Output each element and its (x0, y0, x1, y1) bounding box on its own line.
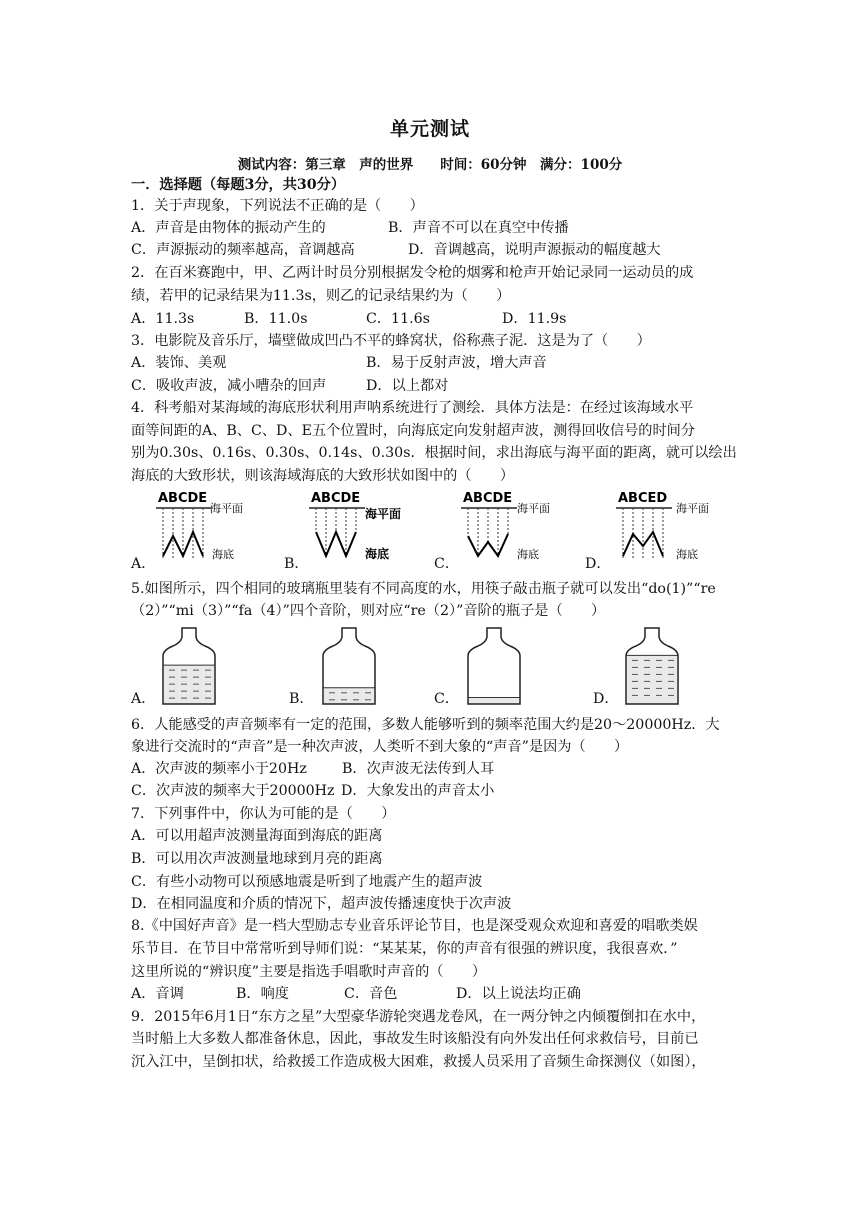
q8-option-b: B．响度 (236, 986, 289, 1002)
q3-option-b: B．易于反射声波，增大声音 (366, 355, 547, 371)
q4-fig-a-sea-bottom: 海底 (212, 548, 234, 561)
q1-option-a: A．声音是由物体的振动产生的 (131, 220, 326, 236)
q8-option-d: D．以上说法均正确 (456, 986, 581, 1002)
q9-line-3: 沉入江中，呈倒扣状，给救援工作造成极大困难，救援人员采用了音频生命探测仪（如图）， (131, 1054, 706, 1070)
bottle-outline (468, 628, 520, 704)
q4-line-2: 面等间距的A、B、C、D、E五个位置时，向海底定向发射超声波，测得回收信号的时间分 (131, 423, 696, 439)
q3-option-d: D．以上都对 (366, 378, 449, 394)
q4-seabed-figure-a (150, 488, 245, 570)
q4-fig-label-a: A． (131, 556, 156, 572)
q2-option-a: A．11.3s (131, 311, 195, 327)
q2-line-2: 绩，若甲的记录结果为11.3s，则乙的记录结果约为（ ） (131, 288, 511, 304)
q4-fig-d-sea-level: 海平面 (676, 502, 709, 515)
q5-bottle-d (618, 626, 688, 708)
q4-seabed-figure-d (608, 488, 718, 570)
q4-fig-c-letters: ABCDE (463, 491, 513, 506)
q7-option-a: A．可以用超声波测量海面到海底的距离 (131, 828, 383, 844)
q2-option-b: B．11.0s (244, 311, 308, 327)
q4-fig-label-d: D． (585, 556, 611, 572)
q5-bottle-b (315, 626, 385, 708)
q5-fig-label-d: D． (593, 691, 619, 707)
q6-option-d: D．大象发出的声音太小 (341, 783, 495, 799)
q5-line-1: 5.如图所示，四个相同的玻璃瓶里装有不同高度的水，用筷子敲击瓶子就可以发出“do(1)”“re (131, 581, 716, 597)
q4-fig-b-sea-bottom: 海底 (365, 547, 390, 561)
q5-fig-label-a: A． (131, 691, 156, 707)
page-title: 单元测试 (389, 118, 470, 140)
q4-fig-c-sea-bottom: 海底 (517, 548, 539, 561)
q7-option-c: C．有些小动物可以预感地震是听到了地震产生的超声波 (131, 874, 483, 890)
q4-fig-d-sea-bottom: 海底 (676, 548, 698, 561)
q4-seabed-figure-c (455, 488, 555, 570)
q3-option-a: A．装饰、美观 (131, 355, 227, 371)
q6-line-1: 6．人能感受的声音频率有一定的范围，多数人能够听到的频率范围大约是20～20000Hz．大 (131, 717, 720, 733)
q1-option-b: B．声音不可以在真空中传播 (388, 220, 569, 236)
water-fill (627, 655, 677, 704)
q2-option-c: C．11.6s (366, 311, 430, 327)
q5-bottle-c (460, 626, 530, 708)
section-heading: 一．选择题（每题3分，共30分） (131, 177, 346, 193)
q4-fig-d-letters: ABCED (618, 491, 668, 506)
page-subtitle: 测试内容：第三章 声的世界 时间：60分钟 满分：100分 (237, 157, 623, 173)
q1-option-c: C．声源振动的频率越高，音调越高 (131, 242, 355, 258)
q7-option-d: D．在相同温度和介质的情况下，超声波传播速度快于次声波 (131, 896, 512, 912)
q5-fig-label-c: C． (434, 691, 460, 707)
q7-stem: 7．下列事件中，你认为可能的是（ ） (131, 806, 396, 822)
q4-fig-label-b: B． (284, 556, 309, 572)
q5-bottle-a (155, 626, 225, 708)
q4-line-1: 4．科考船对某海域的海底形状利用声呐系统进行了测绘．具体方法是：在经过该海域水平 (131, 400, 694, 416)
q5-line-2: （2）”“mi（3）”“fa（4）”四个音阶，则对应“re（2）”音阶的瓶子是（ ） (131, 603, 606, 619)
q9-line-1: 9．2015年6月1日“东方之星”大型豪华游轮突遇龙卷风，在一两分钟之内倾覆倒扣在水中， (131, 1009, 706, 1025)
q4-fig-label-c: C． (434, 556, 460, 572)
q5-fig-label-b: B． (289, 691, 314, 707)
q4-fig-b-letters: ABCDE (311, 491, 361, 506)
water-fill (324, 688, 374, 704)
q8-option-c: C．音色 (344, 986, 398, 1002)
q8-line-3: 这里所说的“辨识度”主要是指选手唱歌时声音的（ ） (131, 964, 487, 980)
q8-line-1: 8.《中国好声音》是一档大型励志专业音乐评论节目，也是深受观众欢迎和喜爱的唱歌类娱 (131, 918, 698, 934)
q4-fig-c-sea-level: 海平面 (517, 502, 550, 515)
q1-option-d: D．音调越高，说明声源振动的幅度越大 (408, 242, 661, 258)
q6-line-2: 象进行交流时的“声音”是一种次声波，人类听不到大象的“声音”是因为（ ） (131, 739, 629, 755)
q4-fig-b-sea-level: 海平面 (365, 507, 402, 521)
q3-stem: 3．电影院及音乐厅，墙壁做成凹凸不平的蜂窝状，俗称燕子泥．这是为了（ ） (131, 333, 651, 349)
q4-seabed-figure-b (303, 488, 403, 570)
q8-option-a: A．音调 (131, 986, 184, 1002)
q4-fig-a-sea-level: 海平面 (210, 502, 243, 515)
q6-option-c: C．次声波的频率大于20000Hz (131, 783, 335, 799)
q2-option-d: D．11.9s (502, 311, 567, 327)
q9-line-2: 当时船上大多数人都准备休息，因此，事故发生时该船没有向外发出任何求救信号，目前已 (131, 1031, 699, 1047)
q6-option-a: A．次声波的频率小于20Hz (131, 761, 307, 777)
q4-fig-a-letters: ABCDE (158, 491, 208, 506)
q4-line-4: 海底的大致形状，则该海域海底的大致形状如图中的（ ） (131, 468, 515, 484)
q6-option-b: B．次声波无法传到人耳 (342, 761, 495, 777)
q4-line-3: 别为0.30s、0.16s、0.30s、0.14s、0.30s．根据时间，求出海底与海平面的距离，就可以绘出 (131, 445, 737, 461)
q3-option-c: C．吸收声波，减小嘈杂的回声 (131, 378, 327, 394)
q8-line-2: 乐节目．在节目中常常听到导师们说：“某某某，你的声音有很强的辨识度，我很喜欢．” (131, 941, 678, 957)
water-fill (469, 698, 519, 704)
q7-option-b: B．可以用次声波测量地球到月亮的距离 (131, 851, 383, 867)
q1-stem: 1．关于声现象，下列说法不正确的是（ ） (131, 198, 424, 214)
q2-line-1: 2．在百米赛跑中，甲、乙两计时员分别根据发令枪的烟雾和枪声开始记录同一运动员的成 (131, 265, 694, 281)
